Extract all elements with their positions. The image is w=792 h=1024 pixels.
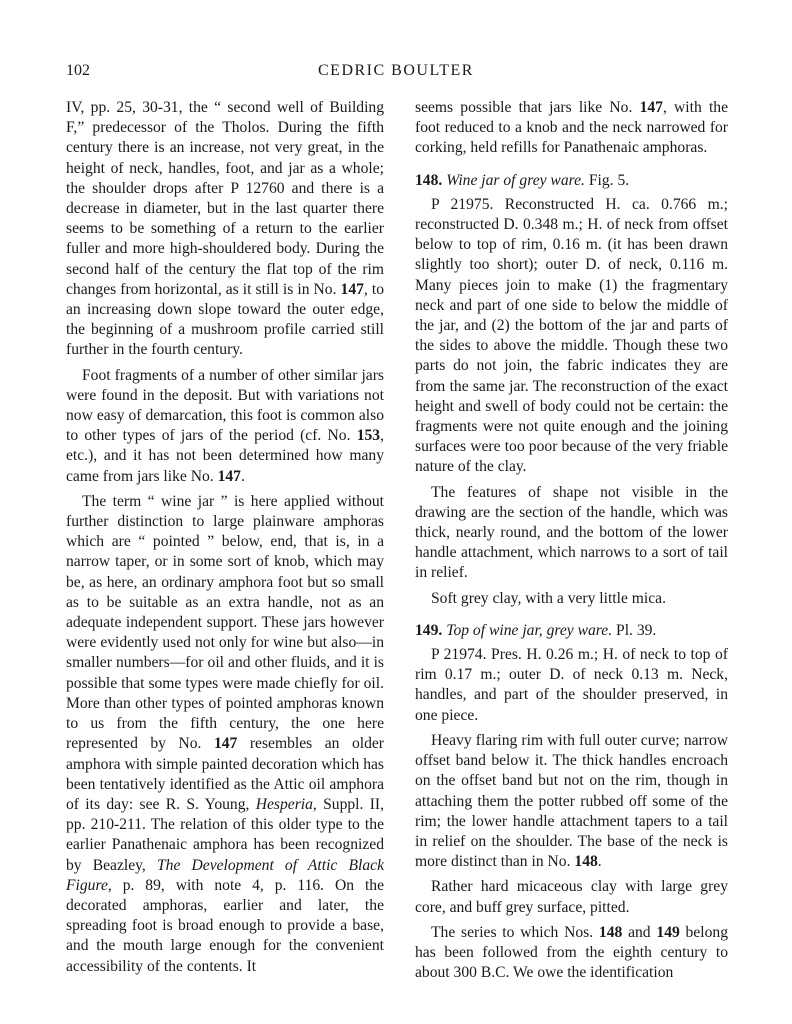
catalog-ref: 147 [340,280,364,298]
catalog-ref: 147 [213,735,238,753]
catalog-ref: 153 [356,427,381,445]
citation-title: Hesperia [255,795,313,813]
paragraph: IV, pp. 25, 30-31, the “ second well of Building F,” predecessor of the Tholos. During the fifth century there is an increase, not very great, in the height of neck, handles, foot, and jar as a whole; the shoulder drops after P 12760 and there is a decrease in diameter, but in the last quarter there seems to be something of a return to the earlier fuller and more high-shouldered body. During the second half of the century the flat top of the rim changes from horizontal, as it still is in No. 147, to an increasing down slope toward the outer edge, the beginning of a mushroom profile carried still further in the fourth century. [66,99,384,359]
right-column [415,98,728,988]
paragraph: The series to which Nos. 148 and 149 belong has been followed from the eighth century to about 300 B.C. We owe the identification [415,923,729,982]
paragraph: Heavy flaring rim with full outer curve; narrow offset band below it. The thick handles encroach on the offset band but not on the rim, though in attaching them the potter rubbed off some of the rim; the lower handle attachment tapers to a tail in relief on the shoulder. The base of the neck is more distinct than in No. 148. [415,731,728,871]
left-column [66,98,384,982]
citation-title: The Development of Attic Black Figure [66,856,384,894]
paragraph: P 21975. Reconstructed H. ca. 0.766 m.; reconstructed D. 0.348 m.; H. of neck from offset below to top of rim, 0.16 m. (it has been drawn slightly too short); outer D. of neck, 0.116 m. Many pieces join to make (1) the fragmentary neck and part of one side to below the middle of the jar, and (2) the bottom of the jar and parts of the sides to above the middle. Though these two parts do not join, the fabric indicates they are from the same jar. The reconstruction of the exact height and swell of body could not be certain: the fragments were not quite enough and the joining surfaces were too poor because of the very friable nature of the clay. [415,195,728,476]
paragraph: Rather hard micaceous clay with large grey core, and buff grey surface, pitted. [415,878,728,916]
paragraph: P 21974. Pres. H. 0.26 m.; H. of neck to top of rim 0.17 m.; outer D. of neck 0.13 m. Neck, handles, and part of the shoulder preserved, in one piece. [415,646,728,724]
entry-number: 148. [415,171,443,189]
catalog-ref: 147 [639,99,663,116]
page-header [66,62,726,86]
entry-figure-ref: Fig. 5. [584,171,630,189]
catalog-entry-heading [415,621,728,641]
running-title: CEDRIC BOULTER [318,62,474,79]
entry-title: Wine jar of grey ware. [446,171,585,189]
paragraph: Foot fragments of a number of other similar jars were found in the deposit. But with variations not now easy of demarcation, this foot is common also to other types of jars of the period (cf. No. 153, etc.), and it has not been determined how many came from jars like No. 147. [66,366,384,485]
paragraph: Soft grey clay, with a very little mica. [431,589,666,607]
entry-title: Top of wine jar, grey ware. [446,621,613,639]
catalog-ref: 147 [217,467,241,485]
catalog-ref: 149 [656,923,680,941]
paragraph: The term “ wine jar ” is here applied without further distinction to large plainware amphoras which are “ pointed ” below, end, that is, in a narrow taper, or in some sort of knob, which may be, as here, an ordinary amphora foot but so small as to be suitable as an extra handle, not as an adequate independent support. These jars however were evidently used not only for wine but also—in smaller numbers—for oil and other fluids, and it is possible that some types were made chiefly for oil. More than other types of pointed amphoras known to us from the fifth century, the one here represented by No. 147 resembles an older amphora with simple painted decoration which has been tentatively identified as the Attic oil amphora of its day: see R. S. Young, Hesperia, Suppl. II, pp. 210-211. The relation of this older type to the earlier Panathenaic amphora has been recognized by Beazley, The Development of Attic Black Figure, p. 89, with note 4, p. 116. On the decorated amphoras, earlier and later, the spreading foot is broad enough to provide a base, and the mouth large enough for the convenient accessibility of the contents. It [66,492,384,975]
entry-number: 149. [415,621,443,639]
catalog-entry-heading [415,171,728,191]
catalog-ref: 148 [574,853,598,871]
entry-figure-ref: Pl. 39. [612,621,657,639]
paragraph: The features of shape not visible in the drawing are the section of the handle, which was thick, nearly round, and the bottom of the lower handle attachment, which narrows to a sort of tail in relief. [415,483,728,582]
paragraph: seems possible that jars like No. 147, with the foot reduced to a knob and the neck narrowed for corking, held refills for Panathenaic amphoras. [415,99,728,157]
catalog-ref: 148 [598,923,623,941]
page-number: 102 [66,62,90,79]
